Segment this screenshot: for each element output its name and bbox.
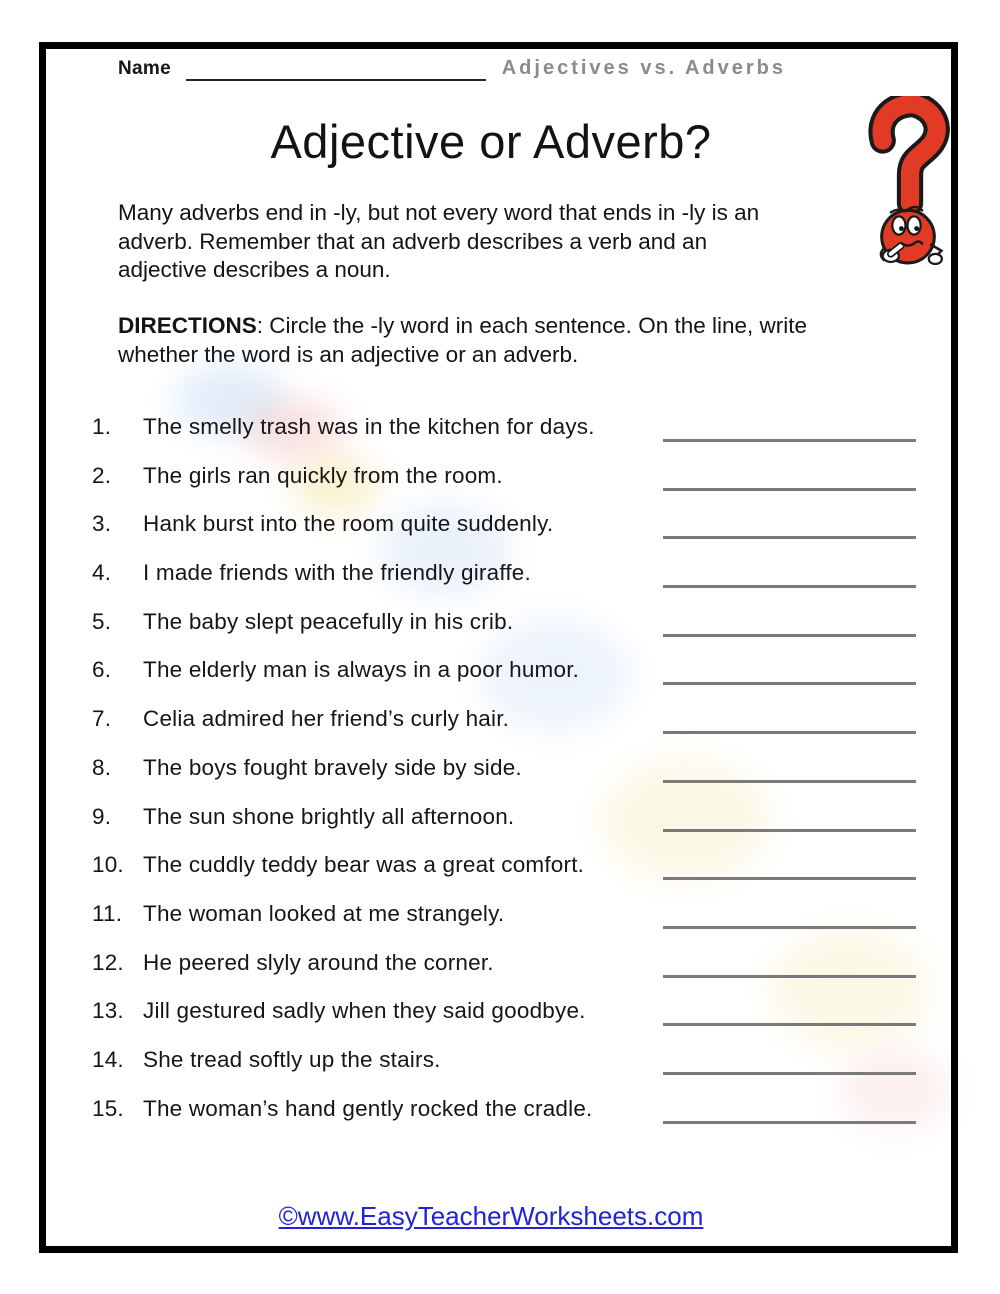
- question-number: 1.: [92, 414, 112, 439]
- question-sentence: The girls ran quickly from the room.: [143, 462, 503, 488]
- question-number: 13.: [92, 998, 124, 1024]
- question-row: [92, 609, 918, 658]
- question-number: 7.: [92, 706, 112, 732]
- question-sentence: She tread softly up the stairs.: [143, 1046, 441, 1072]
- question-sentence: The sun shone brightly all afternoon.: [143, 803, 515, 829]
- footer-website-link[interactable]: ©www.EasyTeacherWorksheets.com: [278, 1201, 704, 1231]
- question-row: [92, 950, 918, 999]
- question-number: 10.: [92, 852, 124, 878]
- name-label: Name: [118, 58, 171, 79]
- question-number: 11.: [92, 900, 123, 926]
- question-number: 6.: [92, 657, 112, 683]
- answer-blank-line[interactable]: [663, 536, 916, 539]
- directions-label: DIRECTIONS: [118, 313, 257, 338]
- question-sentence: The woman looked at me strangely.: [143, 900, 505, 926]
- header-row: [118, 57, 786, 81]
- question-row: [92, 998, 918, 1047]
- directions-text: : Circle the -ly word in each sentence. On the line, write: [256, 313, 808, 338]
- footer: [46, 1201, 936, 1232]
- answer-blank-line[interactable]: [663, 439, 916, 442]
- question-sentence: The baby slept peacefully in his crib.: [143, 608, 514, 634]
- answer-blank-line[interactable]: [663, 975, 916, 978]
- question-number: 5.: [92, 608, 112, 634]
- directions-paragraph: [118, 312, 807, 369]
- intro-line: adverb. Remember that an adverb describes a verb and an: [118, 228, 708, 254]
- question-row: [92, 901, 918, 950]
- question-number: 8.: [92, 754, 112, 780]
- page-title: Adjective or Adverb?: [270, 115, 712, 168]
- answer-blank-line[interactable]: [663, 877, 916, 880]
- question-number: 4.: [92, 560, 112, 586]
- question-row: [92, 755, 918, 804]
- question-row: [92, 657, 918, 706]
- question-sentence: The cuddly teddy bear was a great comfort.: [143, 852, 585, 878]
- question-row: [92, 852, 918, 901]
- question-number: 12.: [92, 949, 124, 975]
- answer-blank-line[interactable]: [663, 829, 916, 832]
- question-sentence: Jill gestured sadly when they said goodbye.: [143, 998, 586, 1024]
- question-row: [92, 804, 918, 853]
- question-row: [92, 706, 918, 755]
- intro-line: adjective describes a noun.: [118, 257, 391, 283]
- answer-blank-line[interactable]: [663, 634, 916, 637]
- directions-line: whether the word is an adjective or an adverb.: [118, 341, 579, 367]
- question-list: [92, 414, 918, 1144]
- question-number: 2.: [92, 462, 112, 488]
- question-row: [92, 1047, 918, 1096]
- question-sentence: The elderly man is always in a poor humor.: [143, 657, 580, 683]
- question-sentence: Hank burst into the room quite suddenly.: [143, 511, 554, 537]
- question-number: 15.: [92, 1095, 124, 1121]
- question-mark-mascot-icon: [856, 96, 960, 268]
- question-row: [92, 1096, 918, 1145]
- answer-blank-line[interactable]: [663, 682, 916, 685]
- question-row: [92, 463, 918, 512]
- question-row: [92, 414, 918, 463]
- worksheet-topic: Adjectives vs. Adverbs: [501, 57, 786, 79]
- intro-paragraph: [118, 199, 759, 285]
- question-row: [92, 560, 918, 609]
- question-sentence: Celia admired her friend’s curly hair.: [143, 706, 510, 732]
- answer-blank-line[interactable]: [663, 1121, 916, 1124]
- question-sentence: The smelly trash was in the kitchen for days.: [143, 414, 595, 439]
- question-row: [92, 511, 918, 560]
- question-sentence: The woman’s hand gently rocked the cradle.: [143, 1095, 593, 1121]
- intro-line: Many adverbs end in -ly, but not every word that ends in -ly is an: [118, 200, 760, 225]
- name-write-in-line[interactable]: [186, 58, 486, 81]
- question-sentence: The boys fought bravely side by side.: [143, 754, 522, 780]
- question-number: 9.: [92, 803, 112, 829]
- answer-blank-line[interactable]: [663, 1072, 916, 1075]
- answer-blank-line[interactable]: [663, 780, 916, 783]
- answer-blank-line[interactable]: [663, 585, 916, 588]
- question-sentence: He peered slyly around the corner.: [143, 949, 494, 975]
- answer-blank-line[interactable]: [663, 731, 916, 734]
- question-number: 14.: [92, 1046, 124, 1072]
- answer-blank-line[interactable]: [663, 926, 916, 929]
- answer-blank-line[interactable]: [663, 1023, 916, 1026]
- question-sentence: I made friends with the friendly giraffe.: [143, 560, 531, 586]
- answer-blank-line[interactable]: [663, 488, 916, 491]
- question-number: 3.: [92, 511, 112, 537]
- directions-line: [118, 312, 807, 341]
